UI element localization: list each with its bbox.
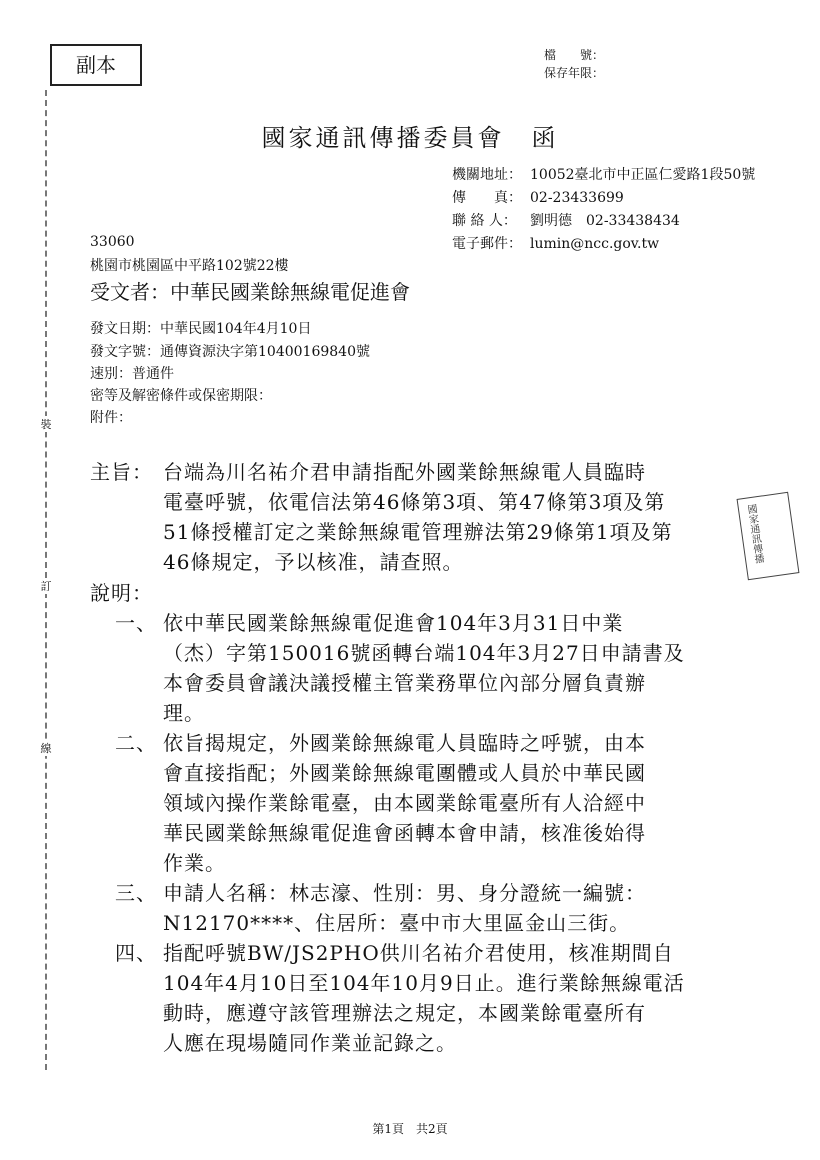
subject-line: 台端為川名祐介君申請指配外國業餘無線電人員臨時 [163,460,646,484]
subject-line: 46條規定，予以核准，請查照。 [163,550,464,574]
item-line: 領域內操作業餘電臺，由本國業餘電臺所有人洽經中 [163,791,646,815]
document-title: 國家通訊傳播委員會 函 [261,124,559,152]
explanation-label: 說明： [90,581,153,605]
item-line: （杰）字第150016號函轉台端104年3月27日申請書及 [163,641,685,665]
binding-mark-zhuang: 裝 [38,416,54,432]
item-line: 華民國業餘無線電促進會函轉本會申請，核准後始得 [163,821,646,845]
item-line: 依中華民國業餘無線電促進會104年3月31日中業 [163,611,624,635]
item-line: 作業。 [163,851,226,875]
postal-code: 33060 [90,234,135,250]
document-number: 發文字號：通傳資源決字第10400169840號 [90,344,370,360]
contact-email [452,233,659,253]
attachments: 附件： [90,410,132,426]
subject-line: 51條授權訂定之業餘無線電管理辦法第29條第1項及第 [163,520,673,544]
contact-value: 10052臺北市中正區仁愛路1段50號 [530,167,756,183]
item-line: 動時，應遵守該管理辦法之規定，本國業餘電臺所有 [163,1001,646,1025]
item-line: 理。 [163,701,205,725]
item-line: 104年4月10日至104年10月9日止。進行業餘無線電活 [163,971,685,995]
confidentiality: 密等及解密條件或保密期限： [90,388,272,404]
recipient-address: 桃園市桃園區中平路102號22樓 [90,258,289,274]
contact-label: 機關地址： [452,167,522,183]
item-line: 指配呼號BW/JS2PHO供川名祐介君使用，核准期間自 [163,941,674,965]
retention-period-label: 保存年限： [544,66,605,80]
contact-value: lumin@ncc.gov.tw [530,236,660,252]
item-number: 四、 [115,941,157,965]
issue-date: 發文日期：中華民國104年4月10日 [90,321,312,337]
contact-fax [452,187,624,207]
item-line: N12170****、住居所：臺中市大里區金山三街。 [163,911,631,935]
file-number-label: 檔 號： [544,48,605,62]
page-number: 第1頁 共2頁 [372,1122,448,1136]
contact-address [452,164,755,184]
item-number: 二、 [115,731,157,755]
recipient: 受文者：中華民國業餘無線電促進會 [90,280,410,304]
contact-label: 聯 絡 人： [452,213,517,229]
delivery-speed: 速別：普通件 [90,366,174,382]
binding-mark-xian: 線 [38,740,54,756]
item-line: 申請人名稱：林志濠、性別：男、身分證統一編號： [163,881,646,905]
receipt-seal: 國家通訊傳播 [737,492,800,580]
subject-line: 電臺呼號，依電信法第46條第3項、第47條第3項及第 [163,490,666,514]
item-line: 本會委員會議決議授權主管業務單位內部分層負責辦 [163,671,646,695]
binding-mark-ding: 訂 [38,578,54,594]
contact-label: 傳 真： [452,190,522,206]
item-line: 依旨揭規定，外國業餘無線電人員臨時之呼號，由本 [163,731,646,755]
item-line: 人應在現場隨同作業並記錄之。 [163,1031,457,1055]
contact-value: 02-23433699 [530,190,624,206]
subject-label: 主旨： [90,460,153,484]
contact-value: 劉明德 02-33438434 [530,213,680,229]
duplicate-stamp: 副本 [50,44,142,86]
item-number: 一、 [115,611,157,635]
item-line: 會直接指配；外國業餘無線電團體或人員於中華民國 [163,761,646,785]
contact-person [452,210,680,230]
item-number: 三、 [115,881,157,905]
contact-label: 電子郵件： [452,236,522,252]
